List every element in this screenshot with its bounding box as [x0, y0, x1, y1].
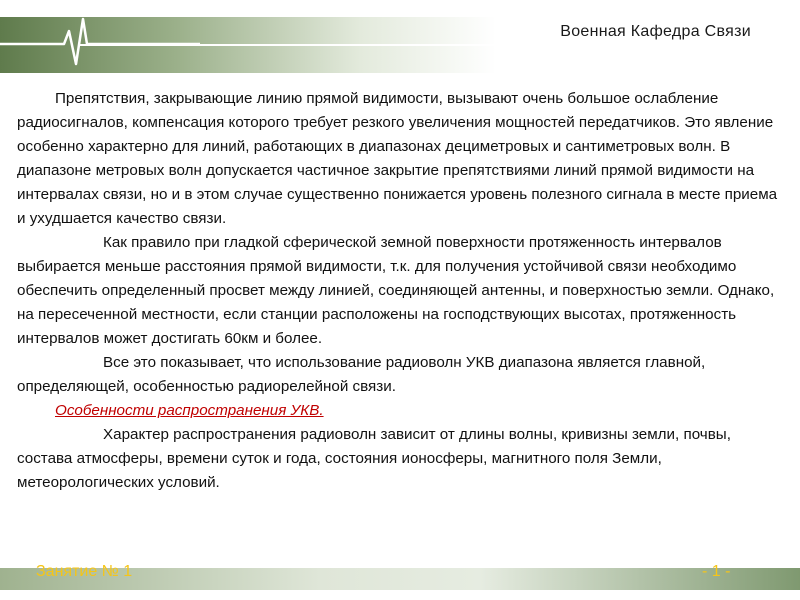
paragraph-conclusion: Все это показывает, что использование радиоволн УКВ диапазона является главной, определяющей, особенностью радиорелейной связи. — [17, 354, 706, 395]
page-title: Военная Кафедра Связи — [560, 23, 751, 40]
paragraph-propagation-factors: Характер распространения радиоволн зависит от длины волны, кривизны земли, почвы, состава атмосферы, времени суток и года, состояния ионосферы, магнитного поля Земли, метеорологических условий. — [17, 426, 731, 491]
paragraph-interval-length: Как правило при гладкой сферической земной поверхности протяженность интервалов выбирается меньше расстояния прямой видимости, т.к. для получения устойчивой связи необходимо обеспечить определенный просвет между линией, соединяющей антенны, и поверхностью земли. Однако, на пересеченной местности, если станции расположены на господствующих высотах, протяженность интервалов может достигать 60км и более. — [17, 234, 775, 347]
header-divider — [80, 44, 780, 46]
paragraph-obstacles: Препятствия, закрывающие линию прямой видимости, вызывают очень большое ослабление радиосигналов, компенсация которого требует резкого увеличения мощностей передатчиков. Это явление особенно характерно для линий, работающих в диапазонах дециметровых и сантиметровых волн. В диапазоне метровых волн допускается частичное закрытие препятствиями линий прямой видимости на интервалах связи, но и в этом случае существенно понижается уровень полезного сигнала в месте приема и ухудшается качество связи. — [17, 90, 778, 227]
page-number: - 1 - — [702, 563, 731, 578]
lecture-text — [17, 87, 781, 495]
section-link-vhf-propagation[interactable]: Особенности распространения УКВ. — [55, 402, 324, 419]
lesson-label: Занятие № 1 — [36, 563, 133, 578]
